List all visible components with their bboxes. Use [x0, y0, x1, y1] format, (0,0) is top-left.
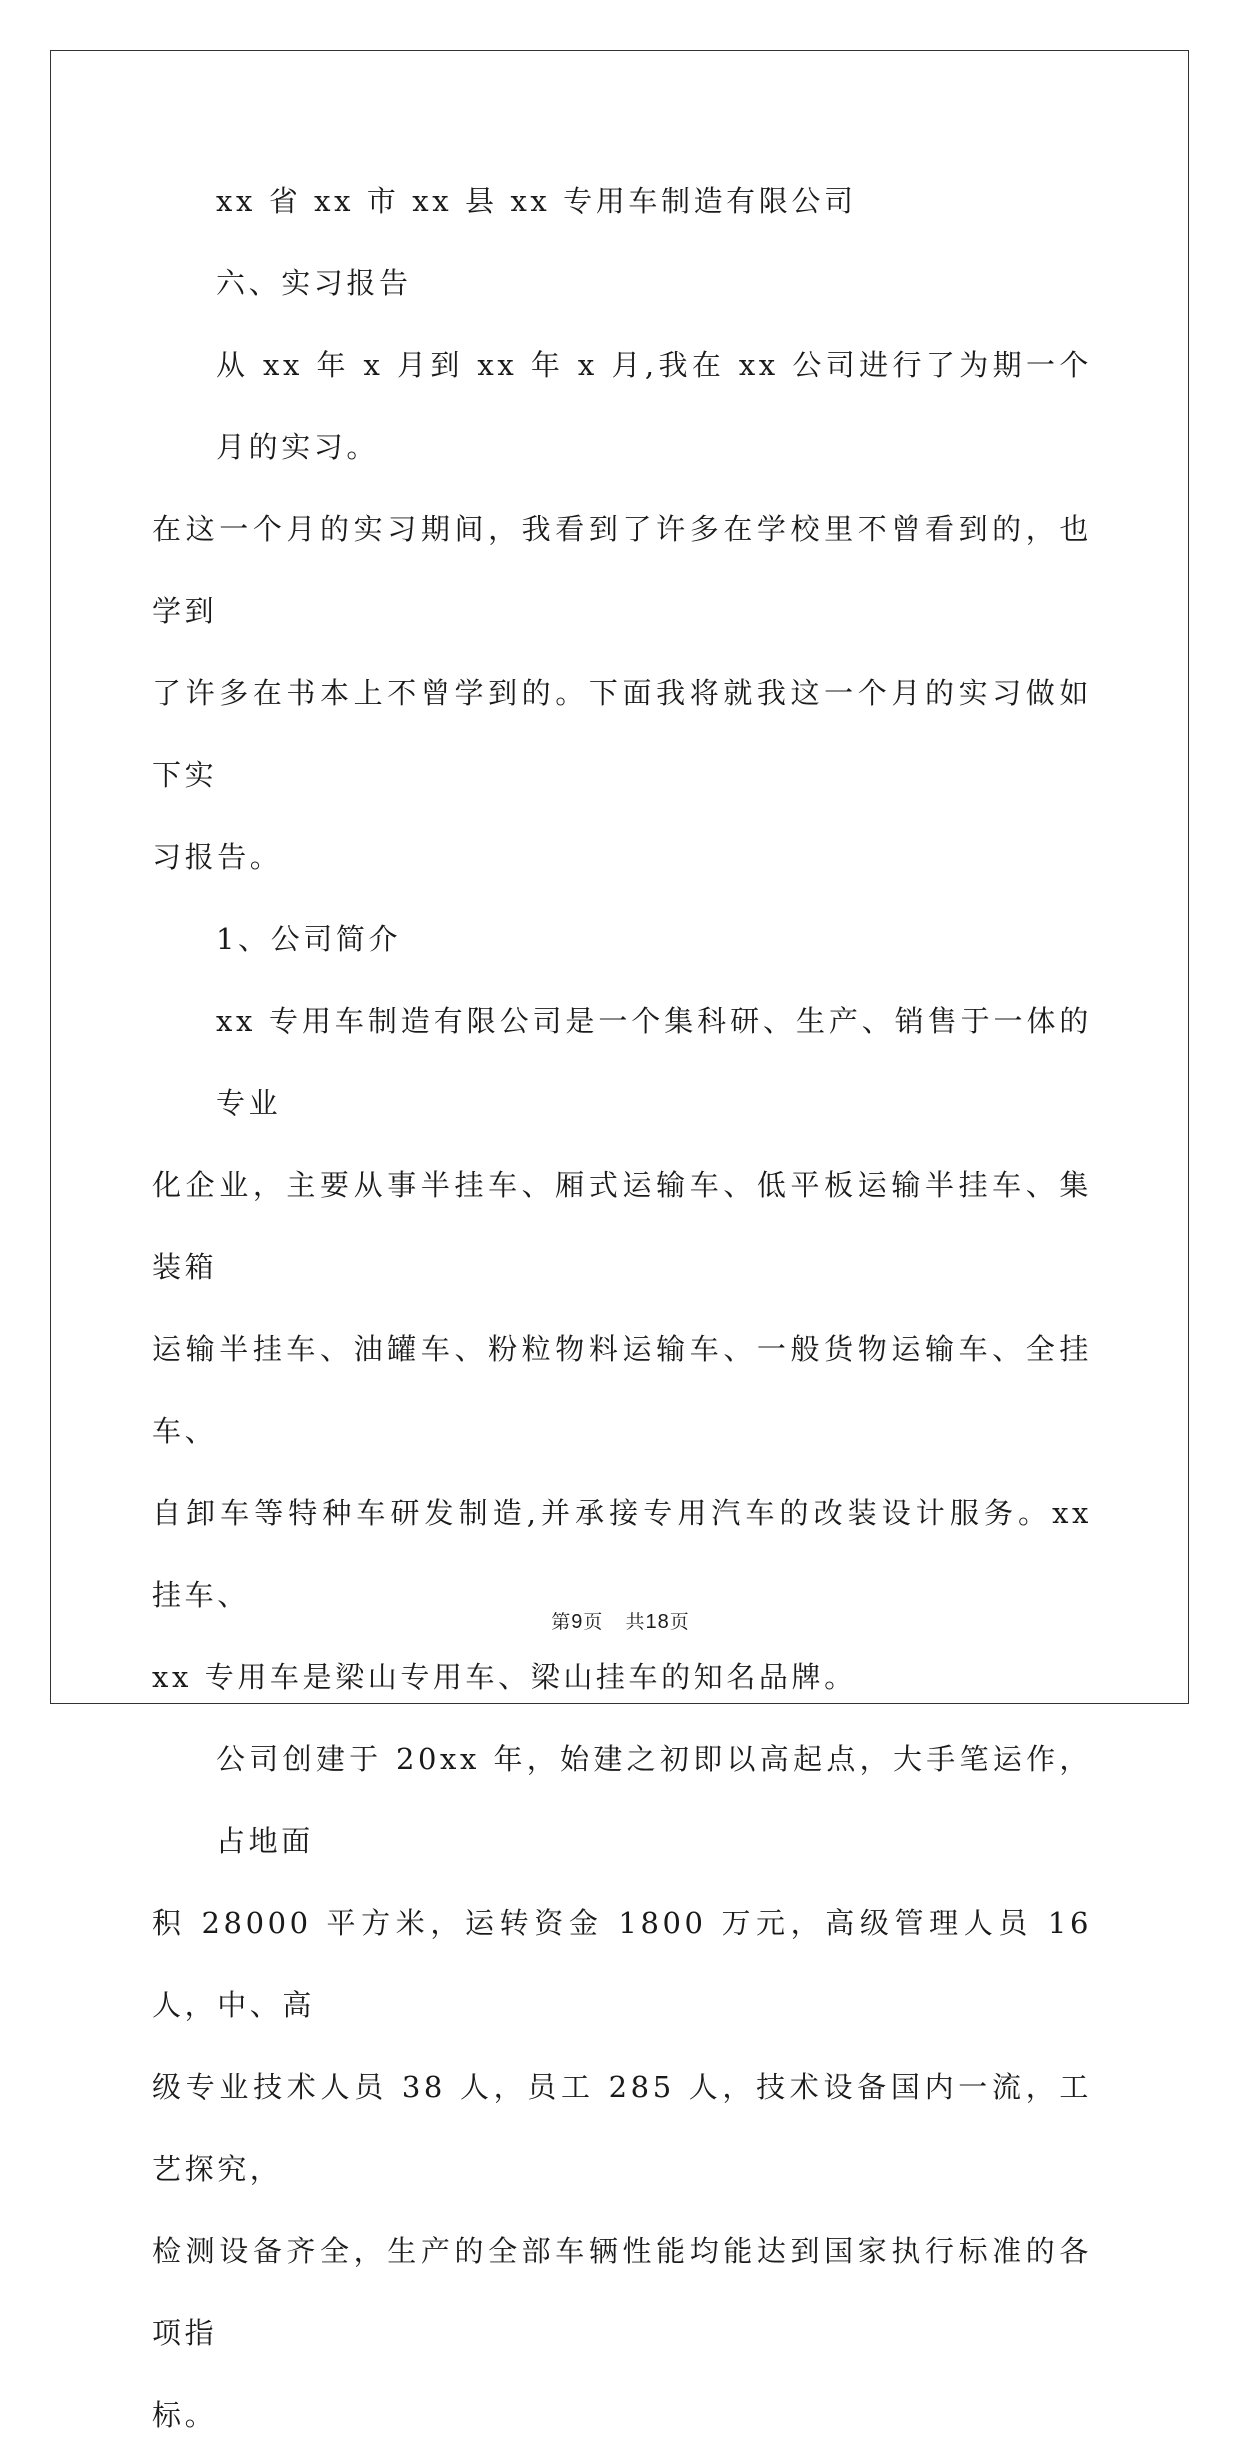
footer-prefix: 第 — [551, 1611, 572, 1633]
text-line: 检测设备齐全，生产的全部车辆性能均能达到国家执行标准的各项指 — [152, 2234, 1092, 2350]
page-footer — [0, 1607, 1241, 1634]
text-line: 公司创建于 20xx 年，始建之初即以高起点，大手笔运作，占地面 — [216, 1742, 1092, 1858]
text-line: 在这一个月的实习期间，我看到了许多在学校里不曾看到的，也学到 — [152, 512, 1092, 628]
footer-total-prefix: 共 — [625, 1611, 646, 1633]
text-line: 1、公司简介 — [216, 922, 402, 956]
footer-page-suffix: 页 — [583, 1611, 604, 1633]
text-line: xx 专用车是梁山专用车、梁山挂车的知名品牌。 — [152, 1660, 857, 1694]
total-pages-number: 18 — [645, 1611, 670, 1633]
text-line: 化企业，主要从事半挂车、厢式运输车、低平板运输半挂车、集装箱 — [152, 1168, 1092, 1284]
document-body — [152, 160, 1092, 2456]
footer-total-suffix: 页 — [669, 1611, 690, 1633]
text-line: 六、实习报告 — [216, 266, 412, 300]
text-line: 标。 — [152, 2398, 218, 2432]
text-line: 自卸车等特种车研发制造,并承接专用汽车的改装设计服务。xx 挂车、 — [152, 1496, 1092, 1612]
text-line: 从 xx 年 x 月到 xx 年 x 月,我在 xx 公司进行了为期一个月的实习。 — [216, 348, 1092, 464]
text-line: 习报告。 — [152, 840, 283, 874]
text-line: 了许多在书本上不曾学到的。下面我将就我这一个月的实习做如下实 — [152, 676, 1092, 792]
text-line: 运输半挂车、油罐车、粉粒物料运输车、一般货物运输车、全挂车、 — [152, 1332, 1092, 1448]
text-line: 级专业技术人员 38 人，员工 285 人，技术设备国内一流，工艺探究， — [152, 2070, 1092, 2186]
text-line: xx 省 xx 市 xx 县 xx 专用车制造有限公司 — [216, 184, 857, 218]
text-line: xx 专用车制造有限公司是一个集科研、生产、销售于一体的专业 — [216, 1004, 1092, 1120]
text-lines — [152, 160, 1092, 2456]
text-line: 积 28000 平方米，运转资金 1800 万元，高级管理人员 16 人，中、高 — [152, 1906, 1092, 2022]
current-page-number: 9 — [571, 1611, 584, 1633]
